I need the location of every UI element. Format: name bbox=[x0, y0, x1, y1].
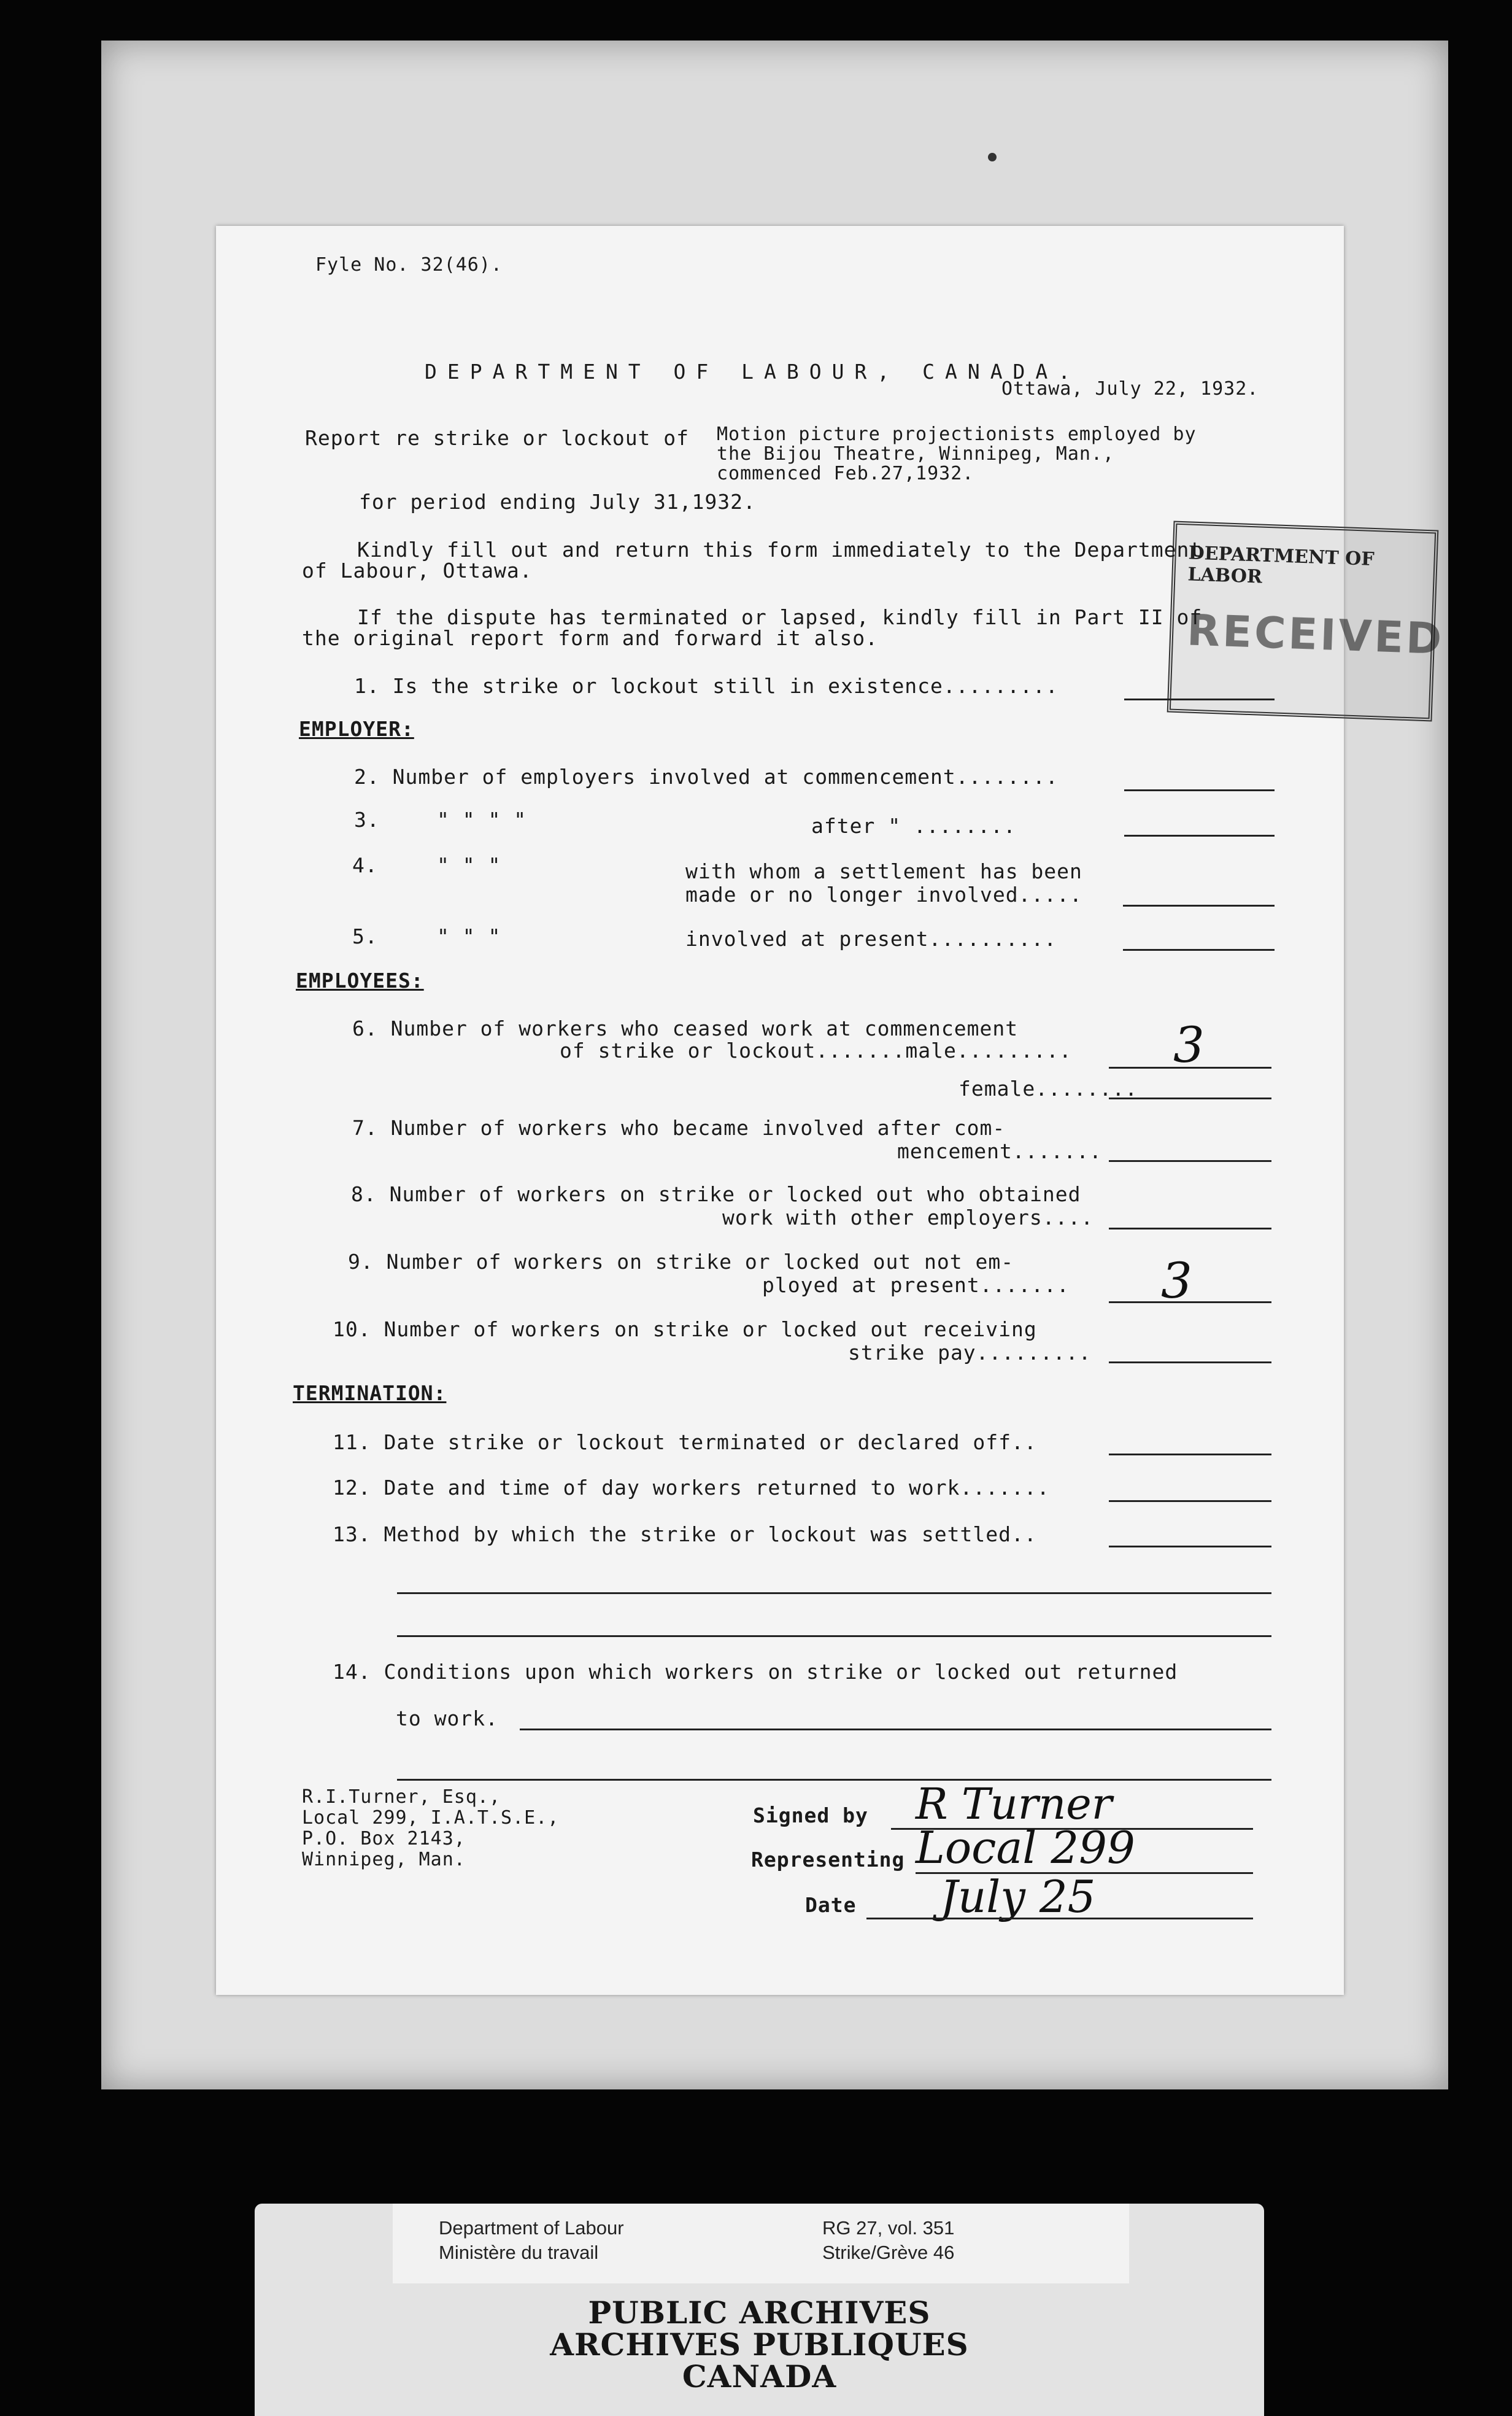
question-10-line-2: strike pay......... bbox=[848, 1341, 1092, 1365]
report-period: for period ending July 31,1932. bbox=[359, 490, 756, 514]
question-10-line-1: 10. Number of workers on strike or locked out receiving bbox=[333, 1317, 1037, 1341]
question-5-number: 5. bbox=[352, 924, 378, 948]
answer-line-2[interactable] bbox=[1124, 789, 1275, 791]
question-7-line-1: 7. Number of workers who became involved after com- bbox=[352, 1116, 1006, 1140]
question-14-line-1: 14. Conditions upon which workers on strike or locked out returned bbox=[333, 1660, 1178, 1684]
date-value: July 25 bbox=[940, 1871, 1096, 1922]
employer-heading: EMPLOYER: bbox=[299, 717, 414, 741]
question-6-line-1: 6. Number of workers who ceased work at commencement bbox=[352, 1016, 1019, 1040]
punch-hole bbox=[988, 153, 997, 161]
department-en: Department of Labour bbox=[439, 2217, 624, 2239]
report-subject-1: Motion picture projectionists employed by bbox=[717, 424, 1197, 445]
answer-line-13a[interactable] bbox=[1109, 1546, 1271, 1547]
question-2: 2. Number of employers involved at commencement........ bbox=[354, 765, 1059, 789]
department-title: DEPARTMENT OF LABOUR, CANADA. bbox=[425, 360, 1081, 384]
question-4-line-1: with whom a settlement has been bbox=[685, 859, 1082, 883]
answer-line-6-female[interactable] bbox=[1109, 1098, 1271, 1099]
termination-heading: TERMINATION: bbox=[293, 1381, 447, 1405]
address-line-3: P.O. Box 2143, bbox=[302, 1828, 466, 1849]
report-form-sheet bbox=[216, 226, 1445, 1995]
question-9-line-1: 9. Number of workers on strike or locked out not em- bbox=[348, 1250, 1014, 1274]
archives-line-1: PUBLIC ARCHIVES bbox=[588, 2294, 931, 2331]
representing-label: Representing bbox=[751, 1848, 905, 1872]
question-5-ditto: " " " bbox=[437, 924, 501, 948]
answer-line-10[interactable] bbox=[1109, 1361, 1271, 1363]
record-group: RG 27, vol. 351 bbox=[822, 2217, 955, 2239]
question-11: 11. Date strike or lockout terminated or declared off.. bbox=[333, 1430, 1037, 1454]
instruction-1-line-1: Kindly fill out and return this form immediately to the Department bbox=[357, 538, 1203, 562]
answer-line-6-male[interactable] bbox=[1109, 1067, 1271, 1069]
address-line-4: Winnipeg, Man. bbox=[302, 1849, 466, 1870]
question-4-ditto: " " " bbox=[437, 853, 501, 877]
signature-value: R Turner bbox=[916, 1779, 1113, 1829]
answer-line-8[interactable] bbox=[1109, 1228, 1271, 1229]
archive-label bbox=[255, 2204, 1264, 2416]
question-8-line-1: 8. Number of workers on strike or locked out who obtained bbox=[351, 1182, 1081, 1206]
answer-not-employed: 3 bbox=[1161, 1252, 1192, 1309]
answer-line-12[interactable] bbox=[1109, 1500, 1271, 1502]
answer-line-13c[interactable] bbox=[397, 1635, 1271, 1637]
answer-line-11[interactable] bbox=[1109, 1454, 1271, 1455]
answer-line-5[interactable] bbox=[1123, 949, 1275, 951]
archives-line-2: ARCHIVES PUBLIQUES bbox=[550, 2326, 969, 2363]
employees-heading: EMPLOYEES: bbox=[296, 969, 424, 993]
answer-male: 3 bbox=[1173, 1016, 1205, 1074]
address-line-2: Local 299, I.A.T.S.E., bbox=[302, 1807, 560, 1829]
answer-line-14a[interactable] bbox=[520, 1729, 1271, 1730]
date-line[interactable] bbox=[866, 1918, 1253, 1919]
instruction-2-line-1: If the dispute has terminated or lapsed, kindly fill in Part II of bbox=[357, 605, 1203, 629]
question-1: 1. Is the strike or lockout still in existence......... bbox=[354, 674, 1059, 698]
answer-line-3[interactable] bbox=[1124, 835, 1275, 837]
stamp-line-2: RECEIVED bbox=[1186, 605, 1445, 665]
answer-line-4[interactable] bbox=[1123, 905, 1275, 907]
representing-value: Local 299 bbox=[916, 1822, 1135, 1873]
received-stamp bbox=[1167, 521, 1445, 722]
question-14-line-2: to work. bbox=[396, 1706, 498, 1730]
question-13: 13. Method by which the strike or lockout was settled.. bbox=[333, 1522, 1037, 1546]
instruction-1-line-2: of Labour, Ottawa. bbox=[302, 559, 533, 583]
strike-number: Strike/Grève 46 bbox=[822, 2242, 955, 2263]
report-subject-2: the Bijou Theatre, Winnipeg, Man., bbox=[717, 443, 1115, 465]
question-4-number: 4. bbox=[352, 853, 378, 877]
report-subject-3: commenced Feb.27,1932. bbox=[717, 463, 974, 484]
report-label: Report re strike or lockout of bbox=[305, 426, 690, 450]
report-date: Ottawa, July 22, 1932. bbox=[1001, 378, 1259, 400]
archives-line-3: CANADA bbox=[682, 2358, 837, 2395]
question-4-line-2: made or no longer involved..... bbox=[685, 883, 1082, 907]
address-line-1: R.I.Turner, Esq., bbox=[302, 1786, 501, 1808]
question-5-text: involved at present.......... bbox=[685, 927, 1057, 951]
archive-label-panel bbox=[393, 2204, 1129, 2283]
answer-line-9[interactable] bbox=[1109, 1301, 1271, 1303]
answer-line-1[interactable] bbox=[1124, 699, 1275, 700]
stamp-line-1: DEPARTMENT OF LABOR bbox=[1187, 542, 1375, 588]
question-3-ditto: " " " " bbox=[437, 808, 527, 832]
date-label: Date bbox=[805, 1893, 857, 1917]
question-6-line-3: female........ bbox=[958, 1077, 1138, 1101]
question-3-text: after " ........ bbox=[811, 814, 1016, 838]
department-fr: Ministère du travail bbox=[439, 2242, 599, 2263]
instruction-2-line-2: the original report form and forward it also. bbox=[302, 626, 879, 650]
question-9-line-2: ployed at present....... bbox=[762, 1273, 1070, 1297]
question-8-line-2: work with other employers.... bbox=[722, 1206, 1094, 1229]
question-12: 12. Date and time of day workers returned to work....... bbox=[333, 1476, 1050, 1500]
question-3-number: 3. bbox=[354, 808, 380, 832]
answer-line-14b[interactable] bbox=[397, 1779, 1271, 1781]
signed-by-label: Signed by bbox=[753, 1803, 868, 1827]
answer-line-13b[interactable] bbox=[397, 1592, 1271, 1594]
question-7-line-2: mencement....... bbox=[897, 1139, 1102, 1163]
question-6-line-2: of strike or lockout.......male......... bbox=[560, 1039, 1072, 1063]
fyle-number: Fyle No. 32(46). bbox=[315, 254, 503, 276]
answer-line-7[interactable] bbox=[1109, 1160, 1271, 1162]
